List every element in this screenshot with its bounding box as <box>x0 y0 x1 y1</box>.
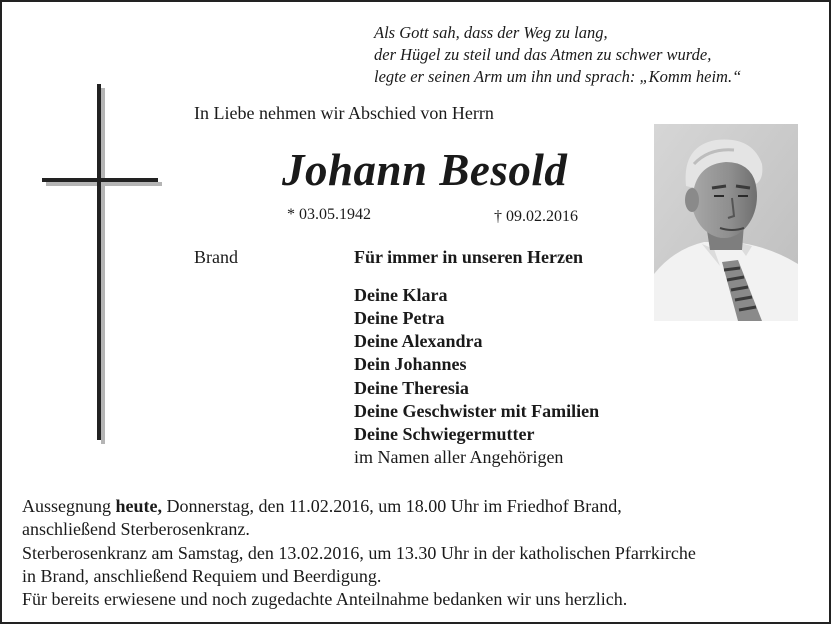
poem-line-1: Als Gott sah, dass der Weg zu lang, <box>374 23 608 42</box>
family-member: Deine Theresia <box>354 378 469 398</box>
intro-text: In Liebe nehmen wir Abschied von Herrn <box>194 103 494 123</box>
family-member: Deine Klara <box>354 285 448 305</box>
motto: Für immer in unseren Herzen <box>354 247 583 267</box>
portrait-photo <box>654 124 798 321</box>
footer-line-3: Sterberosenkranz am Samstag, den 13.02.2016, um 13.30 Uhr in der katholischen Pfarrkirche <box>22 543 696 563</box>
deceased-name: Johann Besold <box>282 145 568 195</box>
footer-line-1: Aussegnung heute, Donnerstag, den 11.02.2016, um 18.00 Uhr im Friedhof Brand, <box>22 496 622 516</box>
death-date: † 09.02.2016 <box>494 208 578 225</box>
family-member: Deine Geschwister mit Familien <box>354 401 600 421</box>
footer-line-5: Für bereits erwiesene und noch zugedachte Anteilnahme bedanken wir uns herzlich. <box>22 589 628 609</box>
poem-line-2: der Hügel zu steil und das Atmen zu schwer wurde, <box>374 45 712 64</box>
footer-line-2: anschließend Sterberosenkranz. <box>22 519 250 539</box>
family-closing: im Namen aller Angehörigen <box>354 447 564 467</box>
poem-line-3: legte er seinen Arm um ihn und sprach: „Komm heim.“ <box>374 67 742 86</box>
place: Brand <box>194 247 238 267</box>
birth-date: * 03.05.1942 <box>287 206 371 223</box>
family-member: Dein Johannes <box>354 354 467 374</box>
family-member: Deine Schwiegermutter <box>354 424 535 444</box>
family-member: Deine Alexandra <box>354 331 483 351</box>
family-member: Deine Petra <box>354 308 445 328</box>
footer-line-4: in Brand, anschließend Requiem und Beerdigung. <box>22 566 382 586</box>
